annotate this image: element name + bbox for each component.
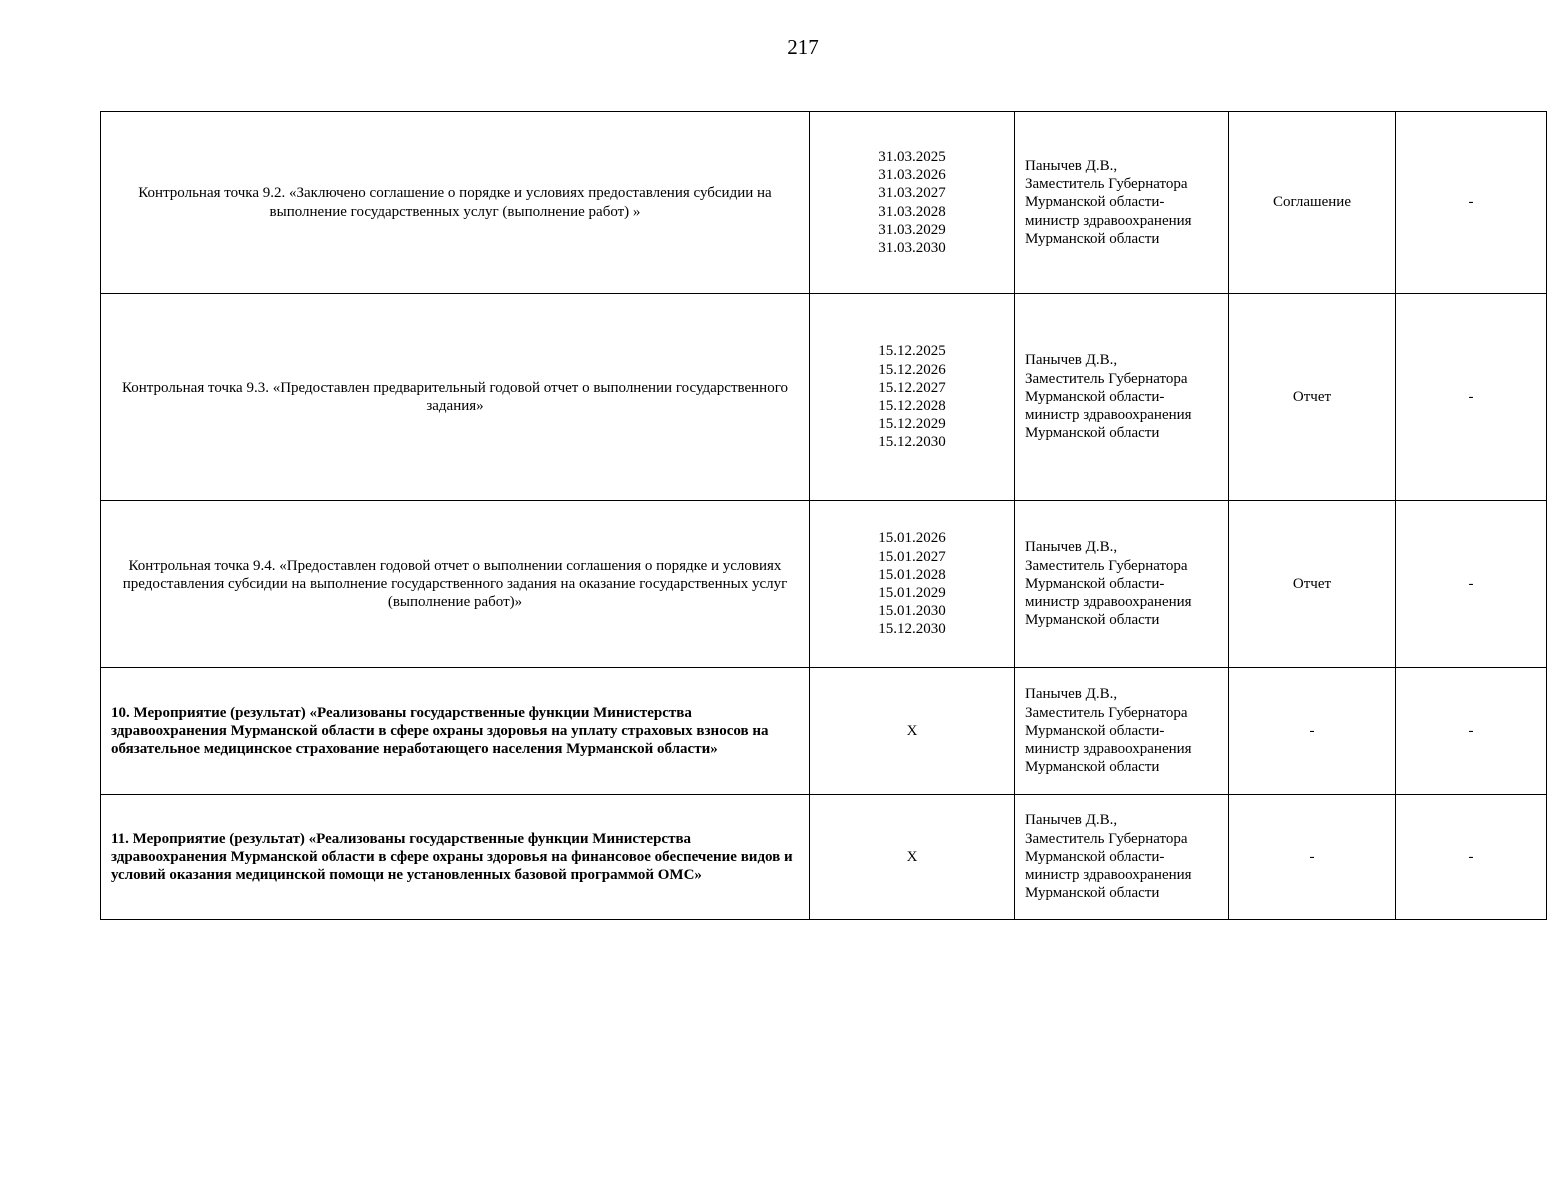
row-dates-cell bbox=[810, 501, 1015, 668]
responsible-line: Мурманской области bbox=[1025, 759, 1160, 776]
date-value: 31.03.2026 bbox=[878, 167, 946, 184]
row-name: 10. Мероприятие (результат) «Реализованы государственные функции Министерства здравоохранения Мурманской области в сфере охраны здоровья на уплату страховых взносов на обязательное медицинское страхование неработающего населения Мурманской области» bbox=[111, 704, 769, 758]
date-value: 15.12.2029 bbox=[878, 416, 946, 433]
row-note-cell bbox=[1396, 112, 1547, 294]
row-document: Соглашение bbox=[1273, 194, 1351, 211]
row-document: Отчет bbox=[1292, 575, 1332, 592]
table-row bbox=[101, 668, 1547, 795]
row-name-cell bbox=[101, 294, 810, 501]
row-note: - bbox=[1468, 848, 1474, 865]
date-value: 31.03.2030 bbox=[878, 239, 946, 256]
responsible-line: министр здравоохранения bbox=[1025, 867, 1192, 884]
row-document-cell bbox=[1229, 668, 1396, 795]
responsible-line: Панычев Д.В., bbox=[1025, 686, 1118, 703]
row-responsible-cell bbox=[1015, 294, 1229, 501]
responsible-line: Мурманской области bbox=[1025, 425, 1160, 442]
date-value: 15.12.2030 bbox=[878, 434, 946, 451]
responsible-line: Заместитель Губернатора bbox=[1025, 830, 1188, 847]
responsible-line: министр здравоохранения bbox=[1025, 741, 1192, 758]
control-points-table bbox=[100, 111, 1547, 920]
row-dates-cell bbox=[810, 668, 1015, 795]
date-value: X bbox=[906, 848, 918, 865]
row-document-cell bbox=[1229, 112, 1396, 294]
date-value: 31.03.2029 bbox=[878, 221, 946, 238]
responsible-line: Панычев Д.В., bbox=[1025, 157, 1118, 174]
row-document-cell bbox=[1229, 294, 1396, 501]
date-value: 15.12.2028 bbox=[878, 398, 946, 414]
date-value: 15.12.2025 bbox=[878, 343, 946, 360]
row-dates-cell bbox=[810, 112, 1015, 294]
row-note-cell bbox=[1396, 668, 1547, 795]
row-name: 11. Мероприятие (результат) «Реализованы государственные функции Министерства здравоохранения Мурманской области в сфере охраны здоровья на финансовое обеспечение видов и условий оказания медицинской помощи не установленных базовой программой ОМС» bbox=[111, 830, 793, 884]
date-value: 15.01.2027 bbox=[878, 548, 946, 565]
date-value: 31.03.2027 bbox=[878, 185, 946, 202]
row-note-cell bbox=[1396, 501, 1547, 668]
date-value: 15.01.2030 bbox=[878, 603, 946, 620]
row-name-cell bbox=[101, 501, 810, 668]
row-document: Отчет bbox=[1292, 388, 1332, 405]
responsible-line: Заместитель Губернатора bbox=[1025, 370, 1188, 387]
responsible-line: Мурманской области- bbox=[1025, 388, 1165, 405]
date-value: 15.01.2029 bbox=[878, 585, 946, 601]
row-note: - bbox=[1468, 722, 1474, 739]
table-row bbox=[101, 795, 1547, 920]
table-row bbox=[101, 112, 1547, 294]
date-value: 15.12.2027 bbox=[878, 379, 946, 396]
row-name-cell bbox=[101, 668, 810, 795]
table-row bbox=[101, 294, 1547, 501]
row-note: - bbox=[1468, 388, 1474, 405]
responsible-line: Мурманской области bbox=[1025, 612, 1160, 629]
responsible-line: Заместитель Губернатора bbox=[1025, 557, 1188, 574]
responsible-line: Панычев Д.В., bbox=[1025, 539, 1118, 556]
row-note-cell bbox=[1396, 294, 1547, 501]
responsible-line: Мурманской области bbox=[1025, 885, 1160, 902]
date-value: 15.12.2030 bbox=[878, 621, 946, 638]
date-value: 15.01.2026 bbox=[878, 530, 946, 547]
row-note: - bbox=[1468, 194, 1474, 211]
date-value: 31.03.2025 bbox=[878, 148, 946, 165]
responsible-line: Мурманской области- bbox=[1025, 575, 1165, 592]
row-name: Контрольная точка 9.2. «Заключено соглашение о порядке и условиях предоставления субсидии на выполнение государственных услуг (выполнение работ) » bbox=[138, 185, 772, 220]
responsible-line: Панычев Д.В., bbox=[1025, 812, 1118, 829]
row-responsible-cell bbox=[1015, 795, 1229, 920]
row-note: - bbox=[1468, 575, 1474, 592]
row-responsible-cell bbox=[1015, 501, 1229, 668]
row-name: Контрольная точка 9.3. «Предоставлен предварительный годовой отчет о выполнении государственного задания» bbox=[122, 379, 788, 414]
responsible-line: Мурманской области- bbox=[1025, 722, 1165, 739]
row-document: - bbox=[1309, 722, 1315, 739]
responsible-line: Мурманской области- bbox=[1025, 848, 1165, 865]
responsible-line: Заместитель Губернатора bbox=[1025, 704, 1188, 721]
responsible-line: Панычев Д.В., bbox=[1025, 352, 1118, 369]
row-document-cell bbox=[1229, 501, 1396, 668]
page-number: 217 bbox=[787, 35, 819, 59]
responsible-line: министр здравоохранения bbox=[1025, 212, 1192, 229]
row-name: Контрольная точка 9.4. «Предоставлен годовой отчет о выполнении соглашения о порядке и условиях предоставления субсидии на выполнение государственного задания на оказание государственных услуг (выполнение работ)» bbox=[122, 557, 788, 611]
date-value: 15.12.2026 bbox=[878, 361, 946, 378]
row-note-cell bbox=[1396, 795, 1547, 920]
row-document: - bbox=[1309, 848, 1315, 865]
row-name-cell bbox=[101, 795, 810, 920]
responsible-line: Мурманской области- bbox=[1025, 194, 1165, 211]
row-name-cell bbox=[101, 112, 810, 294]
row-responsible-cell bbox=[1015, 668, 1229, 795]
responsible-line: министр здравоохранения bbox=[1025, 594, 1192, 611]
date-value: 31.03.2028 bbox=[878, 203, 946, 220]
table-row bbox=[101, 501, 1547, 668]
responsible-line: министр здравоохранения bbox=[1025, 407, 1192, 424]
responsible-line: Мурманской области bbox=[1025, 230, 1160, 247]
date-value: 15.01.2028 bbox=[878, 566, 946, 583]
date-value: X bbox=[906, 722, 918, 739]
row-dates-cell bbox=[810, 294, 1015, 501]
responsible-line: Заместитель Губернатора bbox=[1025, 176, 1188, 193]
row-responsible-cell bbox=[1015, 112, 1229, 294]
row-document-cell bbox=[1229, 795, 1396, 920]
row-dates-cell bbox=[810, 795, 1015, 920]
